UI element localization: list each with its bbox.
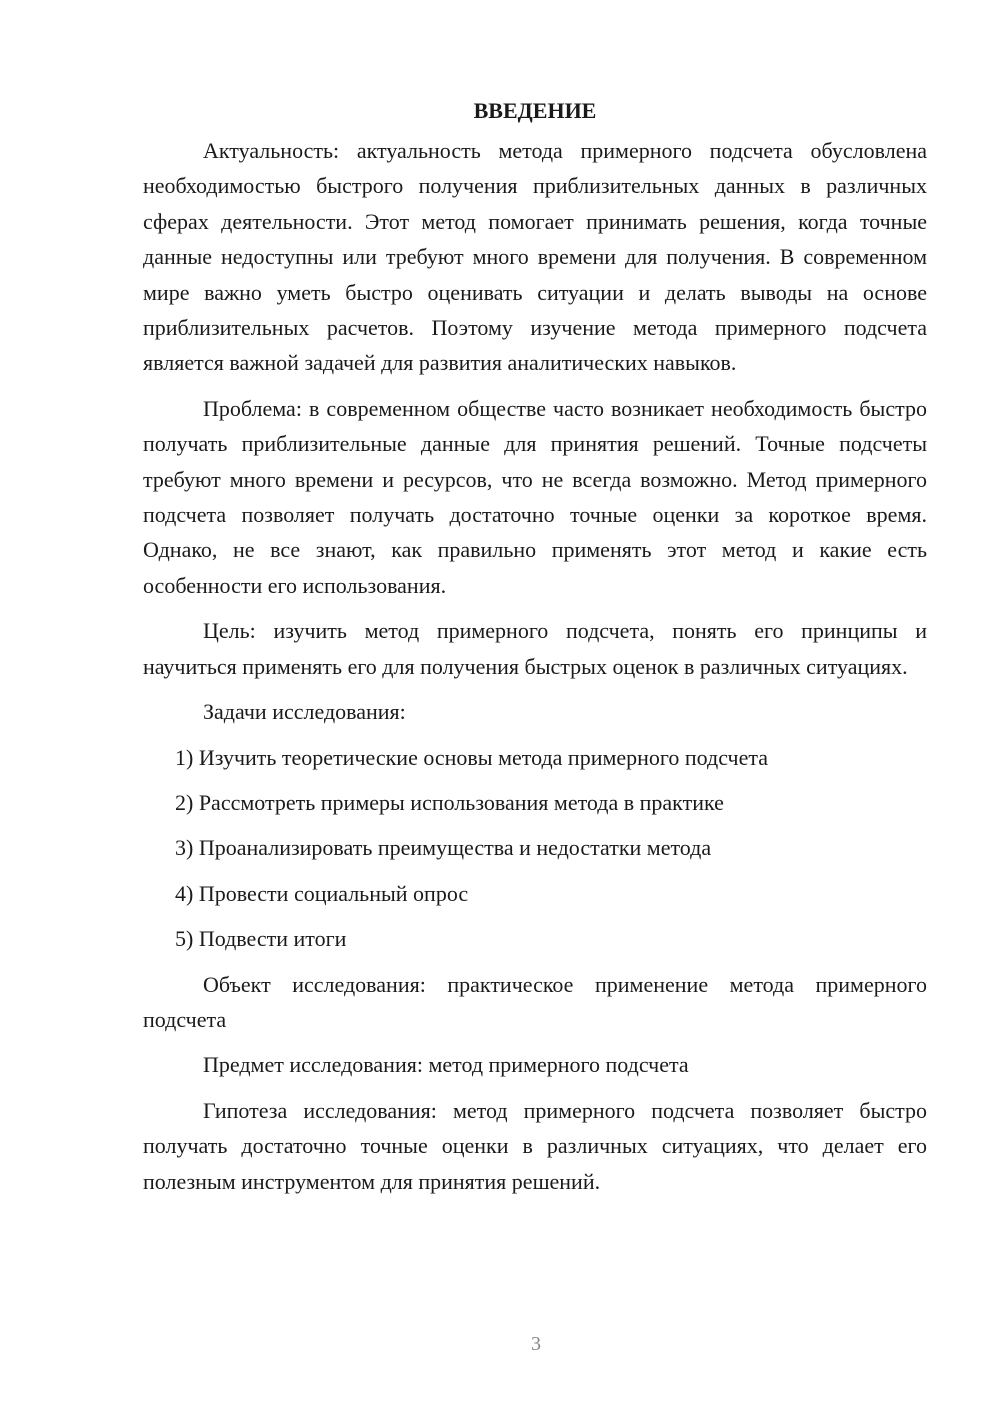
section-title: ВВЕДЕНИЕ [473,98,597,123]
hypothesis-paragraph: Гипотеза исследования: метод примерного подсчета позволяет быстро получать достаточно точные оценки в различных ситуациях, что делает его полезным инструментом для принятия решений. [143,1097,927,1194]
task-item: 3) Проанализировать преимущества и недостатки метода [175,835,712,861]
relevance-paragraph: Актуальность: актуальность метода примерного подсчета обусловлена необходимостью быстрого получения приблизительных данных в различных сферах деятельности. Этот метод помогает принимать решения, когда точные данные недоступны или требуют много времени для получения. В современном мире важно уметь быстро оценивать ситуации и делать выводы на основе приблизительных расчетов. Поэтому изучение метода примерного подсчета является важной задачей для развития аналитических навыков. [143,138,927,376]
page-content [143,95,927,1209]
subject-paragraph: Предмет исследования: метод примерного подсчета [203,1052,689,1078]
object-paragraph: Объект исследования: практическое применение метода примерного подсчета [143,971,927,1032]
tasks-list [143,740,927,957]
task-item: 4) Провести социальный опрос [175,880,469,906]
task-item: 2) Рассмотреть примеры использования метода в практике [175,789,724,815]
page-number: 3 [531,1333,541,1355]
task-item: 1) Изучить теоретические основы метода примерного подсчета [175,744,769,770]
problem-paragraph: Проблема: в современном обществе часто возникает необходимость быстро получать приблизительные данные для принятия решений. Точные подсчеты требуют много времени и ресурсов, что не всегда возможно. Метод примерного подсчета позволяет получать достаточно точные оценки за короткое время. Однако, не все знают, как правильно применять этот метод и какие есть особенности его использования. [143,395,927,598]
goal-paragraph: Цель: изучить метод примерного подсчета, понять его принципы и научиться применять его для получения быстрых оценок в различных ситуациях. [143,618,927,679]
task-item: 5) Подвести итоги [175,926,347,952]
tasks-heading: Задачи исследования: [203,699,406,725]
